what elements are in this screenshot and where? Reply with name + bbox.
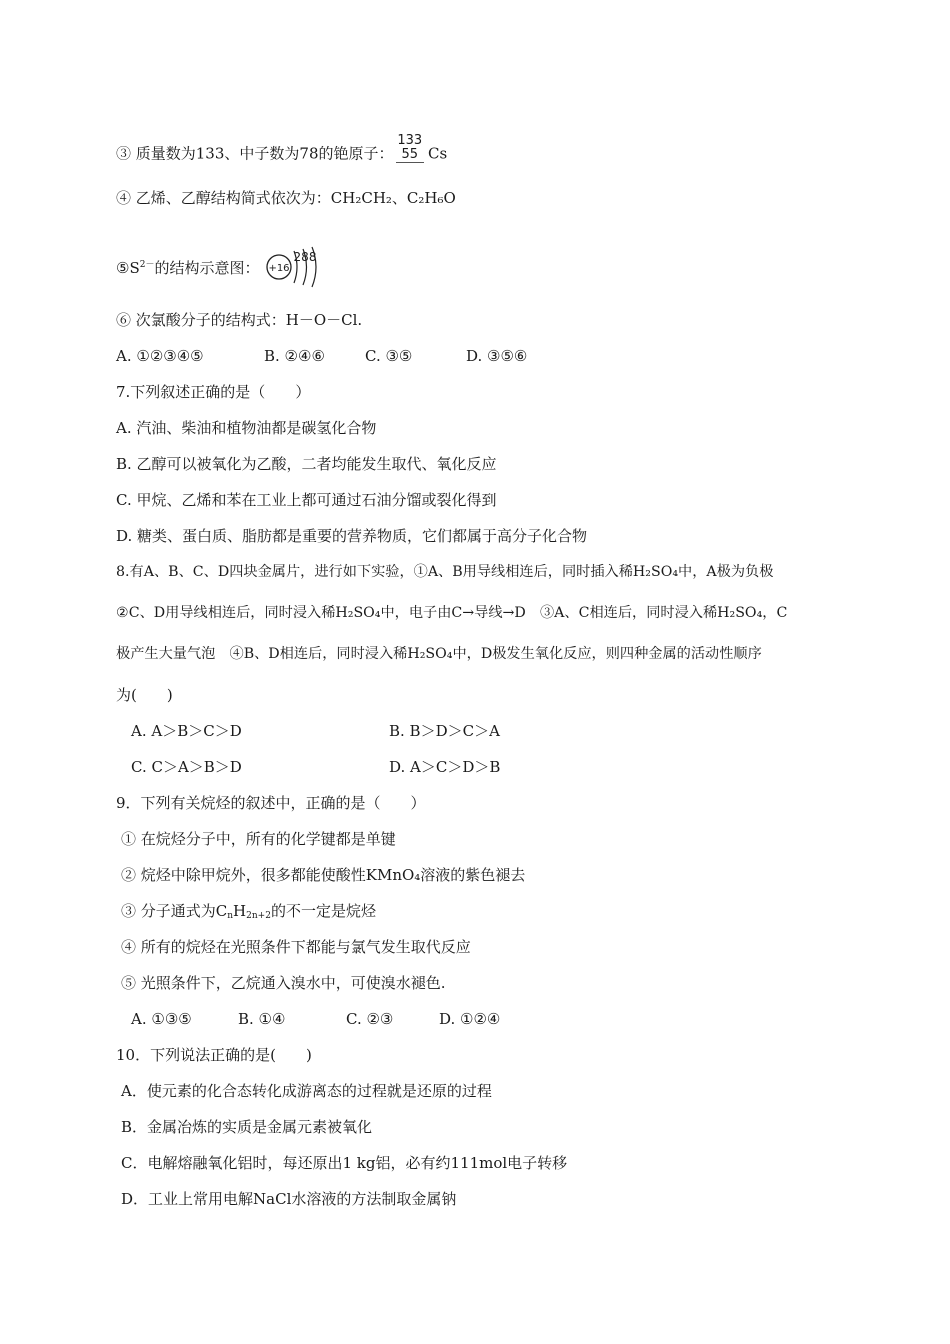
q7-option-c: C. 甲烷、乙烯和苯在工业上都可通过石油分馏或裂化得到 bbox=[116, 491, 497, 509]
q7-option-b: B. 乙醇可以被氧化为乙酸，二者均能发生取代、氧化反应 bbox=[116, 455, 497, 473]
q8-option-b: B. B＞D＞C＞A bbox=[389, 722, 500, 740]
q9-item-5: ⑤ 光照条件下，乙烷通入溴水中，可使溴水褪色. bbox=[121, 974, 446, 992]
q8-stem-line-2: ②C、D用导线相连后，同时浸入稀H₂SO₄中，电子由C→导线→D ③A、C相连后，同时浸入稀H₂SO₄，C bbox=[116, 605, 788, 621]
q7-option-d: D. 糖类、蛋白质、脂肪都是重要的营养物质，它们都属于高分子化合物 bbox=[116, 527, 588, 545]
q6-option-d: D. ③⑤⑥ bbox=[466, 347, 528, 365]
q6-item-4: ④ 乙烯、乙醇结构简式依次为：CH₂CH₂、C₂H₆O bbox=[116, 189, 456, 207]
q9-option-d: D. ①②④ bbox=[439, 1010, 501, 1028]
q7-option-a: A. 汽油、柴油和植物油都是碳氢化合物 bbox=[116, 419, 377, 437]
nucleus-charge-label: +16 bbox=[268, 263, 290, 274]
q10-option-b: B．金属冶炼的实质是金属元素被氧化 bbox=[121, 1118, 373, 1136]
q10-option-c: C．电解熔融氧化铝时，每还原出1 kg铝，必有约111mol电子转移 bbox=[121, 1154, 568, 1172]
q6-option-c: C. ③⑤ bbox=[365, 347, 413, 365]
q8-stem-line-3: 极产生大量气泡 ④B、D相连后，同时浸入稀H₂SO₄中，D极发生氧化反应，则四种金属的活动性顺序 bbox=[116, 646, 762, 662]
sulfide-ion-structure-diagram bbox=[264, 245, 322, 289]
q6-option-b: B. ②④⑥ bbox=[264, 347, 325, 365]
q7-stem: 7.下列叙述正确的是（ ） bbox=[116, 383, 311, 401]
q8-option-a: A. A＞B＞C＞D bbox=[131, 722, 242, 740]
q10-stem: 10．下列说法正确的是( ) bbox=[116, 1046, 312, 1064]
q6-item-6: ⑥ 次氯酸分子的结构式：H－O－Cl. bbox=[116, 311, 363, 329]
q9-stem: 9．下列有关烷烃的叙述中，正确的是（ ） bbox=[116, 794, 426, 812]
q9-item-3: ③ 分子通式为$C_nH_{2n+2}$的不一定是烷烃 bbox=[121, 902, 376, 921]
q8-stem-line-1: 8.有A、B、C、D四块金属片，进行如下实验，①A、B用导线相连后，同时插入稀H₂SO₄中，A极为负极 bbox=[116, 564, 774, 580]
q8-option-d: D. A＞C＞D＞B bbox=[389, 758, 501, 776]
q8-option-c: C. C＞A＞B＞D bbox=[131, 758, 242, 776]
q6-option-a: A. ①②③④⑤ bbox=[116, 347, 204, 365]
q6-item-3: ③ 质量数为133、中子数为78的铯原子： 133 55 Cs bbox=[116, 133, 448, 163]
q9-option-b: B. ①④ bbox=[238, 1010, 286, 1028]
q9-option-c: C. ②③ bbox=[346, 1010, 394, 1028]
q10-option-a: A．使元素的化合态转化成游离态的过程就是还原的过程 bbox=[121, 1082, 492, 1100]
q9-option-a: A. ①③⑤ bbox=[131, 1010, 192, 1028]
q10-option-d: D．工业上常用电解NaCl水溶液的方法制取金属钠 bbox=[121, 1190, 457, 1208]
cs-nuclide-notation: 133 55 bbox=[397, 133, 423, 162]
q8-stem-line-4: 为( ) bbox=[116, 686, 173, 704]
q6-item-5: $⑤S^{2-}$的结构示意图： +16 288 bbox=[116, 247, 890, 291]
electron-shell-counts: 288 bbox=[293, 250, 317, 264]
q9-item-2: ② 烷烃中除甲烷外，很多都能使酸性KMnO₄溶液的紫色褪去 bbox=[121, 866, 526, 884]
q9-item-1: ① 在烷烃分子中，所有的化学键都是单键 bbox=[121, 830, 396, 848]
q9-item-4: ④ 所有的烷烃在光照条件下都能与氯气发生取代反应 bbox=[121, 938, 471, 956]
